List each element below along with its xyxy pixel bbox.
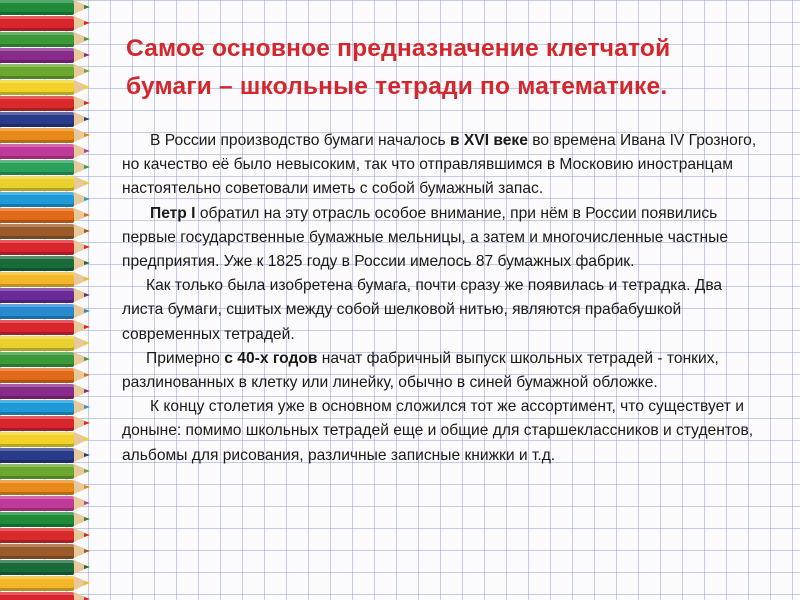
body-text	[122, 129, 762, 468]
pencil	[0, 496, 100, 511]
pencil	[0, 432, 100, 447]
pencil	[0, 0, 100, 15]
pencil	[0, 560, 100, 575]
pencil	[0, 384, 100, 399]
p4-text-a: Примерно	[146, 349, 225, 367]
p2-text: обратил на эту отрасль особое внимание, при нём в России появились первые государственные бумажные мельницы, а затем и многочисленные частные предприятия. Уже к 1825 году в России имелось 87 бумажных фабрик.	[122, 204, 729, 271]
pencil	[0, 352, 100, 367]
pencil	[0, 416, 100, 431]
pencil	[0, 176, 100, 191]
pencil	[0, 256, 100, 271]
pencil	[0, 192, 100, 207]
pencil	[0, 448, 100, 463]
pencil	[0, 96, 100, 111]
pencil	[0, 16, 100, 31]
pencil	[0, 240, 100, 255]
pencil	[0, 320, 100, 335]
pencil	[0, 512, 100, 527]
p1-bold-century: в XVI веке	[449, 132, 528, 149]
pencil	[0, 336, 100, 351]
pencil	[0, 112, 100, 127]
pencil	[0, 592, 100, 600]
pencil	[0, 480, 100, 495]
paragraph-4	[122, 347, 762, 395]
pencil	[0, 400, 100, 415]
p1-text-a: В России производство бумаги началось	[150, 132, 450, 149]
pencil	[0, 32, 100, 47]
paragraph-2	[122, 202, 762, 275]
pencil	[0, 224, 100, 239]
pencil	[0, 304, 100, 319]
pencil	[0, 544, 100, 559]
pencil	[0, 48, 100, 63]
pencil	[0, 272, 100, 287]
pencil	[0, 128, 100, 143]
pencil	[0, 160, 100, 175]
slide-title: Самое основное предназначение клетчатой бумаги – школьные тетради по математике.	[126, 35, 671, 100]
pencil	[0, 144, 100, 159]
pencils-decoration	[0, 0, 100, 600]
p4-bold-years: с 40-х годов	[224, 349, 318, 367]
p2-bold-peter: Петр I	[150, 204, 196, 222]
pencil	[0, 368, 100, 383]
p1-text-c: во времена Ивана IV Грозного, но качество её было невысоким, так что отправлявшимся в Московию иностранцам настоятельно советовали иметь с собой бумажный запас.	[122, 132, 757, 198]
paragraph-1	[122, 129, 762, 202]
pencil	[0, 528, 100, 543]
pencil	[0, 464, 100, 479]
pencil	[0, 208, 100, 223]
p4-text-c: начат фабричный выпуск школьных тетрадей - тонких, разлинованных в клетку или линейку, обычно в синей бумажной обложке.	[122, 349, 719, 392]
pencil	[0, 288, 100, 303]
paragraph-5: К концу столетия уже в основном сложился тот же ассортимент, что существует и доныне: помимо школьных тетрадей еще и общие для старшеклассников и студентов, альбомы для рисования, различные записные книжки и т.д.	[122, 398, 754, 464]
pencil	[0, 80, 100, 95]
paragraph-3: Как только была изобретена бумага, почти сразу же появилась и тетрадка. Два листа бумаги, сшитых между собой шелковой нитью, являются прабабушкой современных тетрадей.	[122, 277, 723, 343]
pencil	[0, 576, 100, 591]
pencil	[0, 64, 100, 79]
